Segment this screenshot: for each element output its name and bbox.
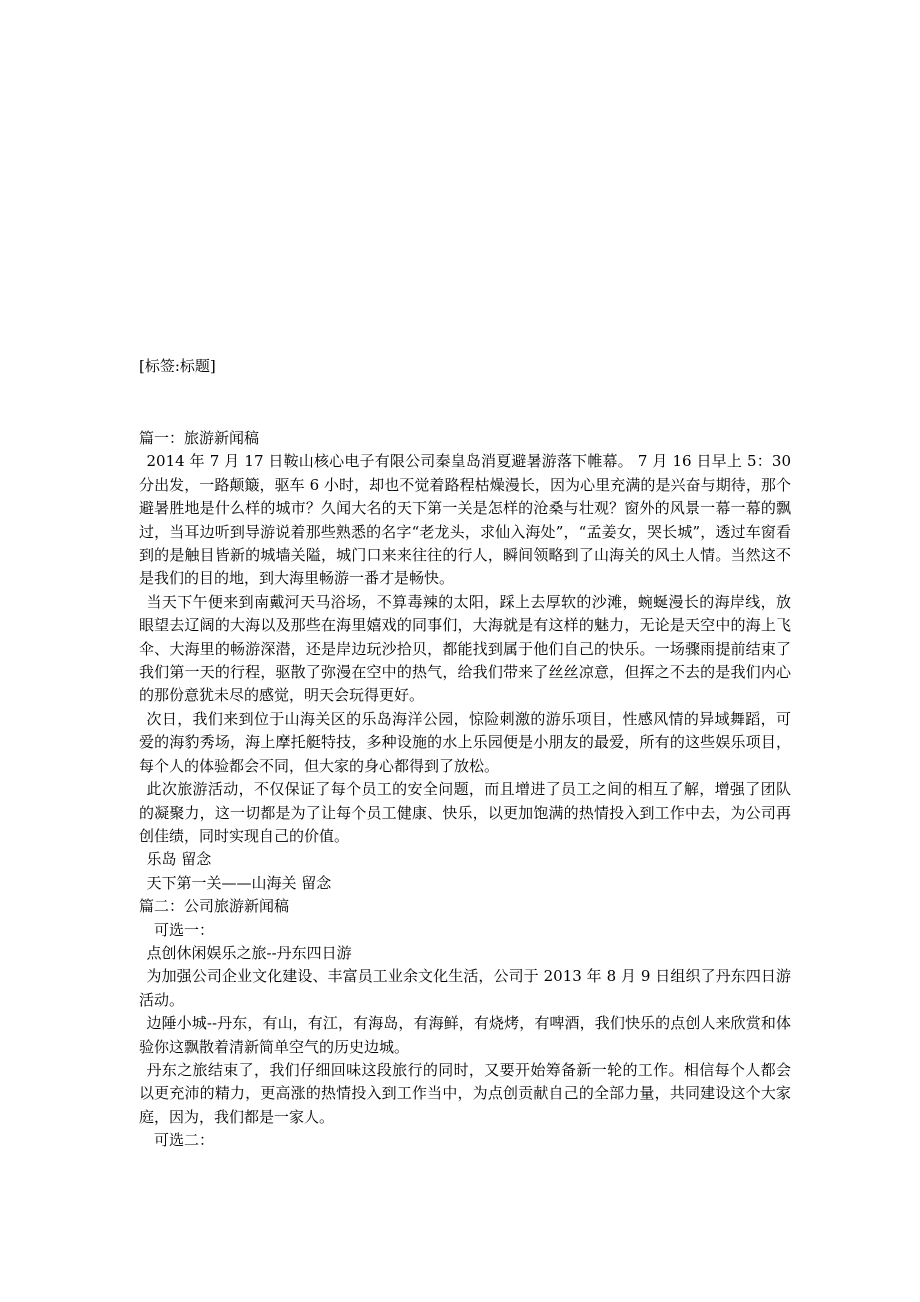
paragraph: 此次旅游活动，不仅保证了每个员工的安全问题，而且增进了员工之间的相互了解，增强了团队的凝聚力，这一切都是为了让每个员工健康、快乐，以更加饱满的热情投入到工作中去，为公司再创佳绩，同时实现自己的价值。 <box>139 780 791 845</box>
paragraph: 丹东之旅结束了，我们仔细回味这段旅行的同时，又要开始筹备新一轮的工作。相信每个人都会以更充沛的精力，更高涨的热情投入到工作当中，为点创贡献自己的全部力量，共同建设这个大家庭，因为，我们都是一家人。 <box>139 1060 791 1126</box>
paragraph: 乐岛 留念 <box>146 850 212 869</box>
paragraph: 可选一： <box>154 920 215 939</box>
paragraph: 当天下午便来到南戴河天马浴场，不算毒辣的太阳，踩上去厚软的沙滩，蜿蜒漫长的海岸线，放眼望去辽阔的大海以及那些在海里嬉戏的同事们，大海就是有这样的魅力，无论是天空中的海上飞伞、大海里的畅游深潜，还是岸边玩沙拾贝，都能找到属于他们自己的快乐。一场骤雨提前结束了我们第一天的行程，驱散了弥漫在空中的热气，给我们带来了丝丝凉意，但挥之不去的是我们内心的那份意犹未尽的感觉，明天会玩得更好。 <box>139 592 791 705</box>
paragraph: 篇一：旅游新闻稿 <box>139 429 260 447</box>
tag-placeholder: [标签:标题] <box>139 357 216 375</box>
paragraph: 2014 年 7 月 17 日鞍山核心电子有限公司秦皇岛消夏避暑游落下帷幕。 7 月 16 日早上 5：30 分出发，一路颠簸，驱车 6 小时，却也不觉着路程枯燥漫长，因为心里充满的是兴奋与期待，那个避暑胜地是什么样的城市？久闻大名的天下第一关是怎样的沧桑与壮观？窗外的风景一幕一幕的飘过，当耳边听到导游说着那些熟悉的名字“老龙头，求仙入海处”，“孟姜女，哭长城”，透过车窗看到的是触目皆新的城墙关隘，城门口来来往往的行人，瞬间领略到了山海关的风土人情。当然这不是我们的目的地，到大海里畅游一番才是畅快。 <box>139 452 791 588</box>
paragraph: 点创休闲娱乐之旅--丹东四日游 <box>146 943 352 962</box>
paragraph: 天下第一关——山海关 留念 <box>146 873 332 892</box>
document-body <box>139 427 791 1153</box>
paragraph: 次日，我们来到位于山海关区的乐岛海洋公园，惊险刺激的游乐项目，性感风情的异域舞蹈，可爱的海豹秀场，海上摩托艇特技，多种设施的水上乐园便是小朋友的最爱，所有的这些娱乐项目，每个人的体验都会不同，但大家的身心都得到了放松。 <box>139 709 791 775</box>
paragraph: 边陲小城--丹东，有山，有江，有海岛，有海鲜，有烧烤，有啤酒，我们快乐的点创人来欣赏和体验你这飘散着清新简单空气的历史边城。 <box>139 1014 791 1056</box>
paragraph: 篇二：公司旅游新闻稿 <box>139 897 290 916</box>
paragraph: 可选二： <box>154 1131 215 1150</box>
paragraph: 为加强公司企业文化建设、丰富员工业余文化生活，公司于 2013 年 8 月 9 日组织了丹东四日游活动。 <box>139 967 791 1009</box>
